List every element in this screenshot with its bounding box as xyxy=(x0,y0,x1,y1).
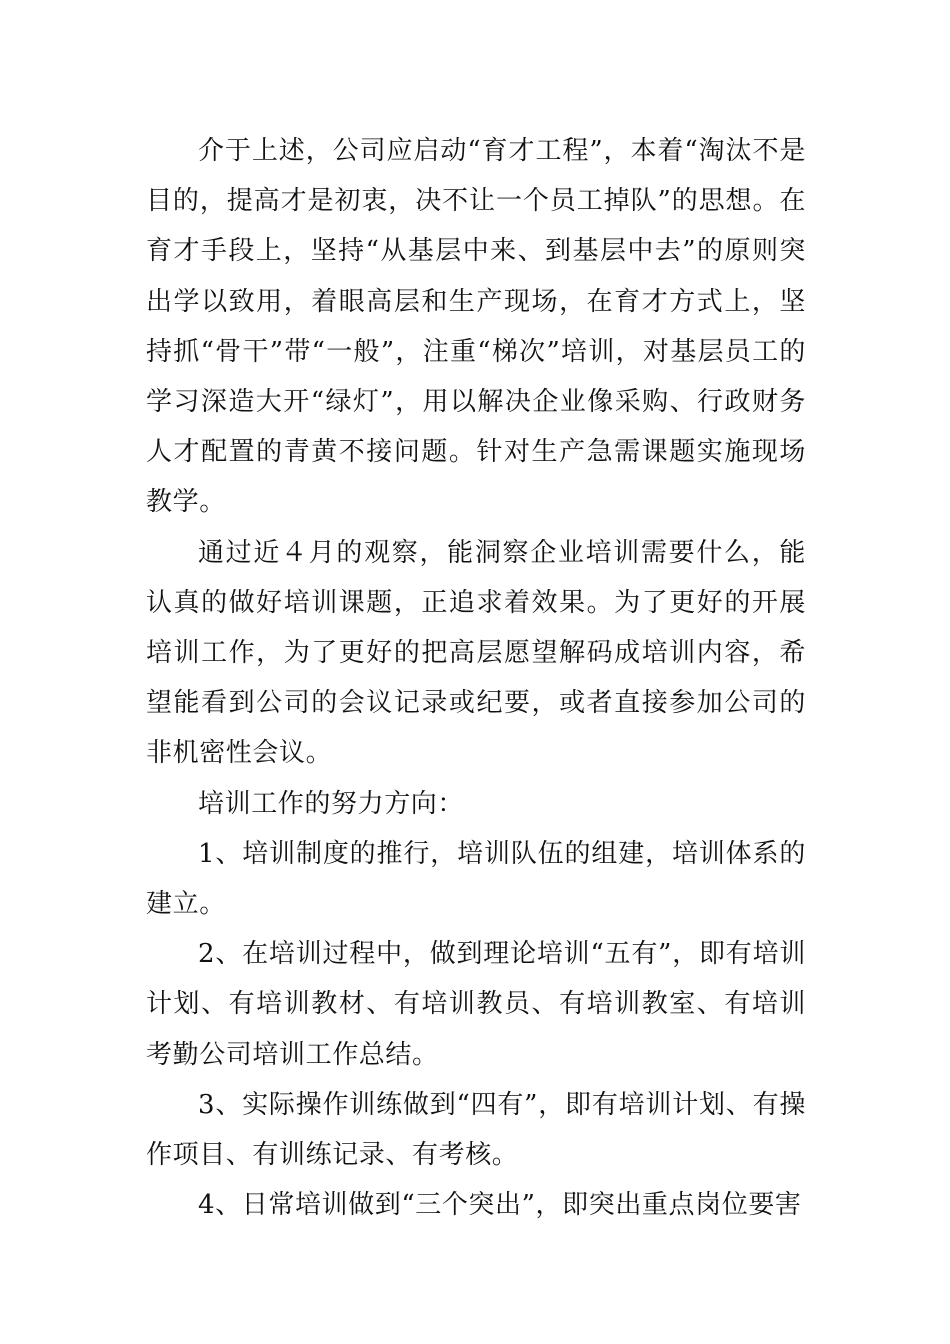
paragraph-yucai-project: 介于上述，公司应启动“育才工程”，本着“淘汰不是目的，提高才是初衷，决不让一个员工掉队”的思想。在育才手段上，坚持“从基层中来、到基层中去”的原则突出学以致用，着眼高层和生产现场，在育才方式上，坚持抓“骨干”带“一般”，注重“梯次”培训，对基层员工的学习深造大开“绿灯”，用以解决企业像采购、行政财务人才配置的青黄不接问题。针对生产急需课题实施现场教学。 xyxy=(146,136,806,518)
paragraph-direction-heading: 培训工作的努力方向： xyxy=(198,788,465,819)
list-item-2: 2、在培训过程中，做到理论培训“五有”，即有培训计划、有培训教材、有培训教员、有培训教室、有培训考勤公司培训工作总结。 xyxy=(146,939,806,1070)
document-body xyxy=(146,126,806,1230)
list-item-3: 3、实际操作训练做到“四有”，即有培训计划、有操作项目、有训练记录、有考核。 xyxy=(146,1089,806,1171)
paragraph-observation: 通过近４月的观察，能洞察企业培训需要什么，能认真的做好培训课题，正追求着效果。为了更好的开展培训工作，为了更好的把高层愿望解码成培训内容，希望能看到公司的会议记录或纪要，或者直接参加公司的非机密性会议。 xyxy=(146,537,806,769)
list-item-4: 4、日常培训做到“三个突出”，即突出重点岗位要害 xyxy=(198,1190,802,1221)
list-item-1: 1、培训制度的推行，培训队伍的组建，培训体系的建立。 xyxy=(146,838,806,920)
